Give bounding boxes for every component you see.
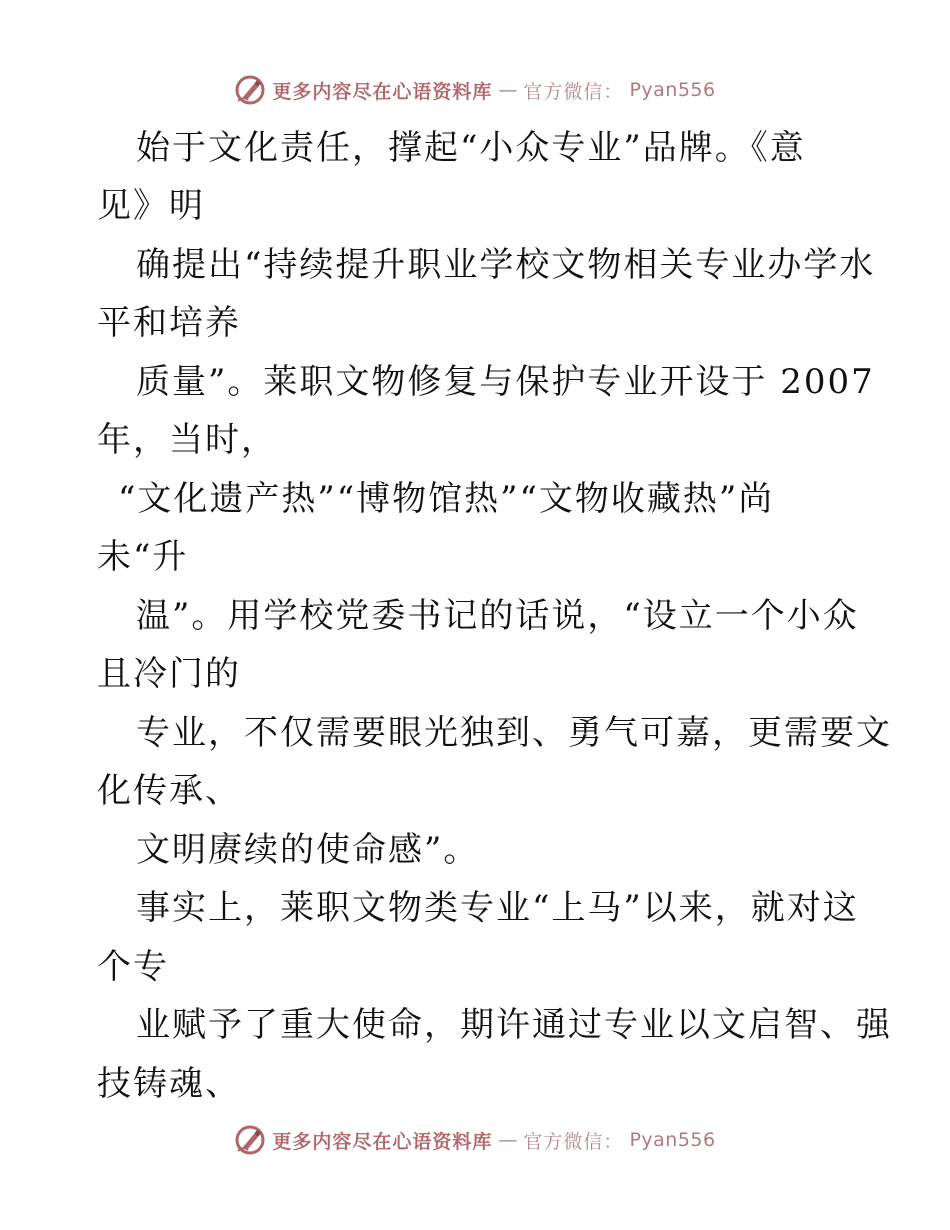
text-line: 始于文化责任，撑起“小众专业”品牌。《意	[136, 128, 806, 168]
text-line: 确提出“持续提升职业学校文物相关专业办学水	[136, 245, 876, 285]
text-line: 平和培养	[97, 303, 241, 343]
text-line: 未“升	[97, 537, 189, 577]
text-line: 事实上，莱职文物类专业“上马”以来，就对这	[136, 888, 859, 928]
pen-logo-icon	[234, 74, 266, 106]
watermark-brand: 更多内容尽在心语资料库	[272, 1130, 493, 1153]
text-line: 个专	[97, 947, 169, 987]
text-line: 温”。用学校党委书记的话说，“设立一个小众	[136, 596, 859, 636]
text-line: 质量”。莱职文物修复与保护专业开设于 2007	[136, 362, 875, 402]
text-line: 技铸魂、	[97, 1064, 241, 1104]
text-line: “文化遗产热”“博物馆热”“文物收藏热”尚	[118, 479, 775, 519]
text-line: 年，当时，	[97, 420, 277, 460]
watermark-wechat-label: 官方微信：	[523, 80, 624, 103]
text-line: 业赋予了重大使命，期许通过专业以文启智、强	[136, 1005, 892, 1045]
watermark-wechat-id: Pyan556	[629, 1129, 716, 1151]
header-watermark	[0, 70, 950, 110]
pen-logo-icon	[234, 1124, 266, 1156]
watermark-dash: —	[498, 1129, 518, 1151]
watermark-brand: 更多内容尽在心语资料库	[272, 80, 493, 103]
watermark-wechat-id: Pyan556	[629, 79, 716, 101]
text-line: 见》明	[97, 186, 205, 226]
text-line: 文明赓续的使命感”。	[136, 830, 480, 870]
watermark-wechat-label: 官方微信：	[523, 1130, 624, 1153]
footer-watermark	[0, 1120, 950, 1160]
text-line: 且冷门的	[97, 654, 241, 694]
watermark-dash: —	[498, 79, 518, 101]
text-line: 专业，不仅需要眼光独到、勇气可嘉，更需要文	[136, 713, 892, 753]
text-line: 化传承、	[97, 771, 241, 811]
